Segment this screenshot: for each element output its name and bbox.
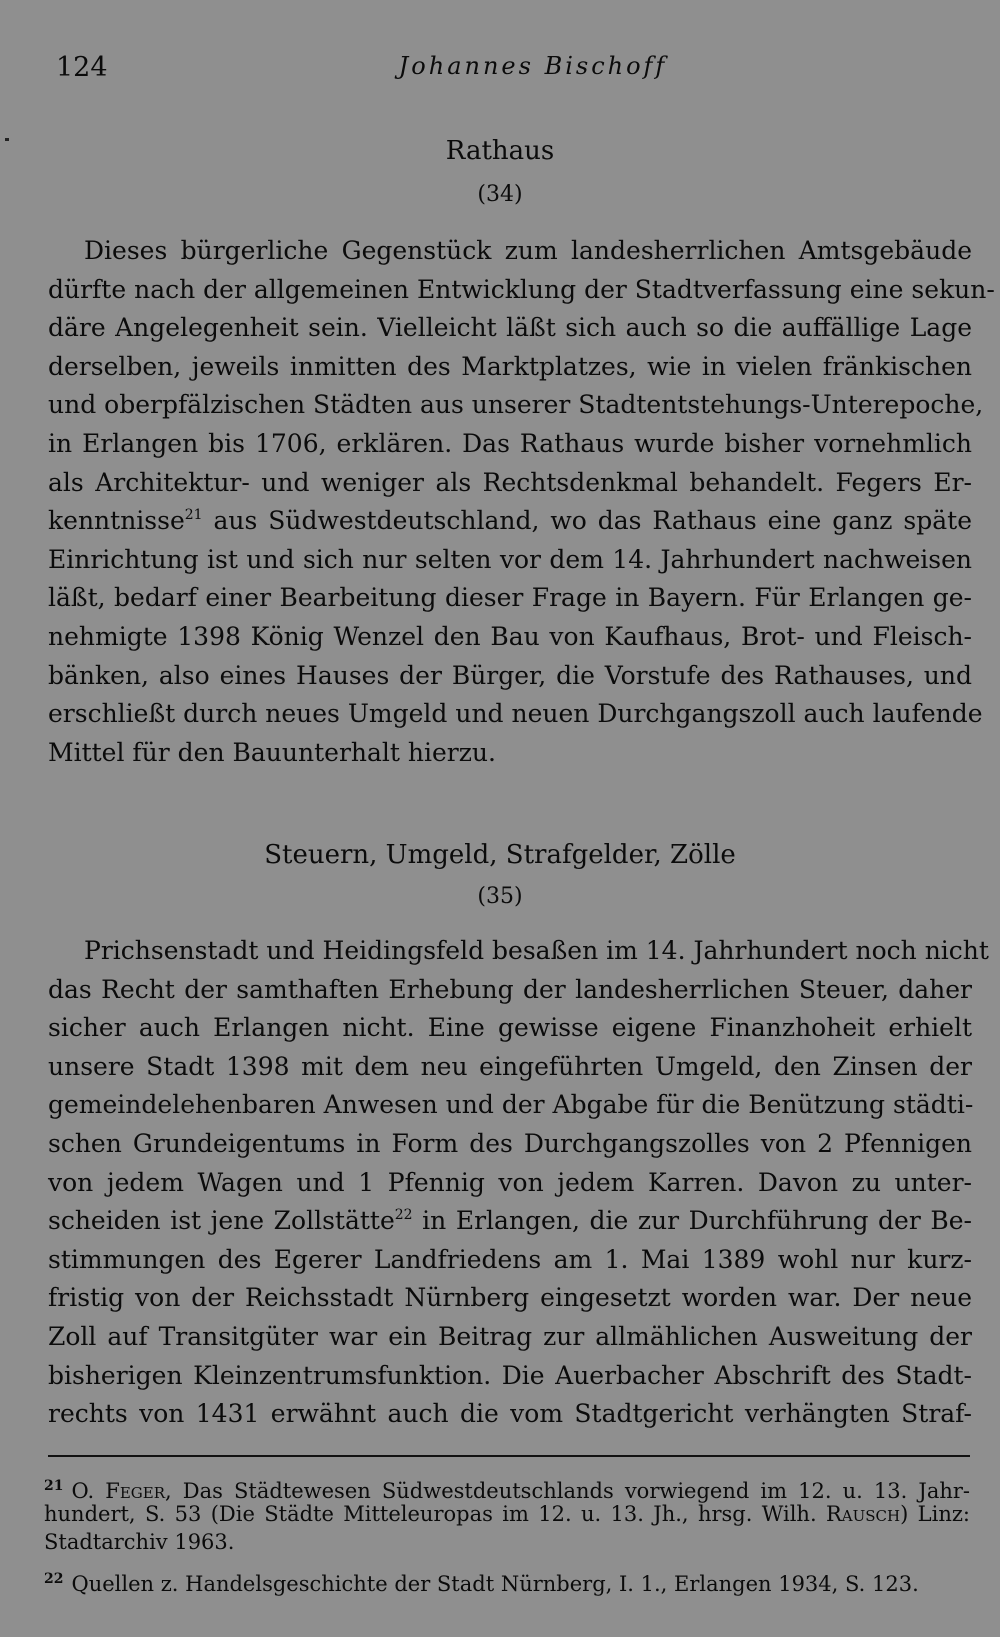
section-heading-rathaus: Rathaus: [445, 136, 555, 166]
text-fragment: , Das Städtewesen Südwestdeutschlands vorwiegend im 12. u. 13. Jahr-: [165, 1479, 971, 1503]
text-fragment: hundert, S. 53 (Die Städte Mitteleuropas im 12. u. 13. Jh., hrsg. Wilh.: [44, 1502, 826, 1526]
footnote-mark: 22: [44, 1571, 64, 1587]
text-line: Dieses bürgerliche Gegenstück zum landesherrlichen Amtsgebäude: [84, 236, 972, 265]
text-line: nehmigte 1398 König Wenzel den Bau von Kaufhaus, Brot- und Fleisch-: [48, 621, 972, 651]
text-line: bisherigen Kleinzentrumsfunktion. Die Auerbacher Abschrift des Stadt-: [48, 1360, 972, 1390]
text-fragment: aus Südwestdeutschland, wo das Rathaus eine ganz späte: [202, 506, 972, 536]
text-fragment: kenntnisse: [48, 506, 185, 536]
text-line: Einrichtung ist und sich nur selten vor dem 14. Jahrhundert nachweisen: [48, 544, 972, 574]
footnote-22: [44, 1565, 970, 1596]
text-line: bänken, also eines Hauses der Bürger, die Vorstufe des Rathauses, und: [48, 660, 972, 690]
text-fragment: O.: [71, 1479, 106, 1503]
text-fragment: Quellen z. Handelsgeschichte der Stadt Nürnberg, I. 1., Erlangen 1934, S. 123.: [71, 1572, 919, 1596]
footnote-ref-22: 22: [394, 1207, 413, 1224]
footnote-mark: 21: [44, 1478, 64, 1494]
footnote-line: [44, 1472, 971, 1503]
footnote-21: [44, 1472, 970, 1556]
text-line: in Erlangen bis 1706, erklären. Das Rathaus wurde bisher vornehmlich: [48, 428, 972, 458]
text-line: fristig von der Reichsstadt Nürnberg eingesetzt worden war. Der neue: [48, 1283, 972, 1313]
footnote-line: Stadtarchiv 1963.: [44, 1530, 235, 1554]
text-fragment: scheiden ist jene Zollstätte: [48, 1206, 395, 1236]
running-head: [56, 52, 960, 92]
text-line: erschließt durch neues Umgeld und neuen Durchgangszoll auch laufende: [48, 699, 983, 729]
paragraph-rathaus: [48, 232, 995, 772]
section-number-35: (35): [477, 884, 523, 909]
text-line: [48, 502, 972, 541]
footnote-ref-21: 21: [184, 507, 203, 524]
text-fragment: ) Linz:: [900, 1502, 970, 1526]
running-title: Johannes Bischoff: [398, 52, 668, 80]
footnote-line: [44, 1500, 970, 1528]
section-heading-steuern: Steuern, Umgeld, Strafgelder, Zölle: [264, 840, 736, 870]
text-line: gemeindelehenbaren Anwesen und der Abgabe für die Benützung städti-: [48, 1090, 974, 1120]
text-fragment: in Erlangen, die zur Durchführung der Be-: [412, 1206, 972, 1236]
page-number: 124: [56, 52, 108, 83]
footnote-divider: [48, 1455, 970, 1457]
paragraph-steuern: [48, 932, 989, 1434]
text-line: als Architektur- und weniger als Rechtsdenkmal behandelt. Fegers Er-: [48, 467, 972, 497]
text-line: sicher auch Erlangen nicht. Eine gewisse eigene Finanzhoheit erhielt: [48, 1013, 972, 1043]
text-line: läßt, bedarf einer Bearbeitung dieser Frage in Bayern. Für Erlangen ge-: [48, 583, 972, 613]
text-line: stimmungen des Egerer Landfriedens am 1. Mai 1389 wohl nur kurz-: [48, 1244, 972, 1274]
section-number-34: (34): [477, 182, 523, 207]
text-line: [48, 1202, 972, 1241]
text-line: dürfte nach der allgemeinen Entwicklung der Stadtverfassung eine sekun-: [48, 274, 995, 304]
text-line: rechts von 1431 erwähnt auch die vom Stadtgericht verhängten Straf-: [48, 1399, 972, 1429]
text-line: das Recht der samthaften Erhebung der landesherrlichen Steuer, daher: [48, 974, 972, 1004]
author-name: Feger: [105, 1479, 165, 1503]
text-line: von jedem Wagen und 1 Pfennig von jedem Karren. Davon zu unter-: [48, 1167, 972, 1197]
text-line: Mittel für den Bauunterhalt hierzu.: [48, 737, 496, 767]
text-line: Zoll auf Transitgüter war ein Beitrag zur allmählichen Ausweitung der: [48, 1321, 972, 1351]
scan-speck: [5, 138, 9, 141]
text-line: däre Angelegenheit sein. Vielleicht läßt sich auch so die auffällige Lage: [48, 313, 972, 343]
text-line: derselben, jeweils inmitten des Marktplatzes, wie in vielen fränkischen: [48, 351, 972, 381]
footnote-line: [44, 1565, 970, 1596]
text-line: Prichsenstadt und Heidingsfeld besaßen im 14. Jahrhundert noch nicht: [84, 936, 989, 965]
text-line: unsere Stadt 1398 mit dem neu eingeführten Umgeld, den Zinsen der: [48, 1051, 972, 1081]
text-line: schen Grundeigentums in Form des Durchgangszolles von 2 Pfennigen: [48, 1128, 972, 1158]
text-line: und oberpfälzischen Städten aus unserer Stadtentstehungs-Unterepoche,: [48, 390, 984, 420]
editor-name: Rausch: [825, 1502, 901, 1526]
